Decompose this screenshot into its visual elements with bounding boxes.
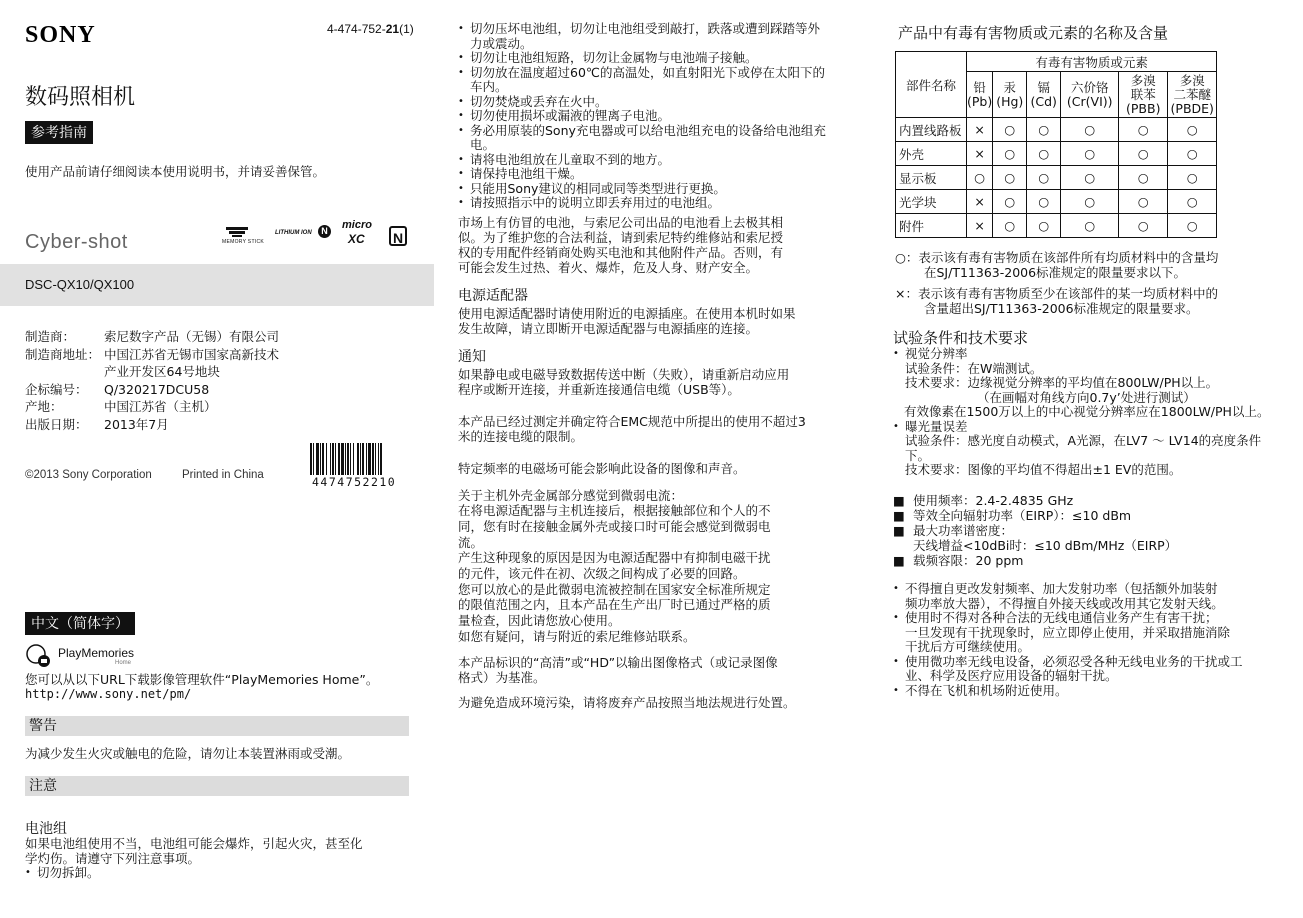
environment-text: 为避免造成环境污染，请将废弃产品按照当地法规进行处置。 [458,694,796,710]
sony-logo: SONY [25,22,96,48]
info-row: 出版日期： 2013年7月 [25,416,169,432]
spec-item: 天线增益<10dBi时：≤10 dBm/MHz（EIRP） [913,538,1178,553]
warning-heading: 警告 [25,716,409,736]
table-header-substance: 镉 (Cd) [1027,72,1061,118]
table-header-substance: 铅 (Pb) [967,72,993,118]
test-conditions-list [893,347,1269,478]
table-row: 显示板 ○ ○ ○ ○ ○ ○ [896,166,1217,190]
spec-item: ■ 载频容限：20 ppm [893,553,1024,568]
spec-item: ■ 使用频率：2.4-2.4835 GHz [893,493,1074,508]
cybershot-logo: Cyber-shot [25,231,128,253]
info-row: 制造商地址： 中国江苏省无锡市国家高新技术 [25,346,280,362]
hazard-table-title: 产品中有毒有害物质或元素的名称及含量 [898,24,1169,42]
barcode-number: 4474752210 [312,475,397,489]
frequency-text: 特定频率的电磁场可能会影响此设备的图像和声音。 [458,460,746,476]
list-item: • 只能用Sony建议的相同或同等类型进行更换。 [458,182,843,197]
memory-stick-icon [222,224,252,238]
lithium-ion-label: LITHIUM ION [275,230,312,236]
list-item: • 请保持电池组干燥。 [458,167,843,182]
warning-text: 为减少发生火灾或触电的危险，请勿让本装置淋雨或受潮。 [25,746,351,761]
playmemories-home: Home [115,660,132,666]
adapter-heading: 电源适配器 [458,287,528,304]
printed-in: Printed in China [182,469,264,481]
table-header-substance: 多溴 联苯 (PBB) [1119,72,1168,118]
list-item: • 切勿让电池组短路，切勿让金属物与电池端子接触。 [458,51,843,66]
left-column [0,0,434,918]
memory-stick-label: MEMORY STICK [222,239,265,245]
spec-item: ■ 最大功率谱密度： [893,523,1014,538]
nfc-icon: N [389,226,407,246]
list-item: • 切勿焚烧或丢弃在火中。 [458,95,843,110]
list-item: • 切勿使用损坏或漏液的锂离子电池。 [458,109,843,124]
micro-label: micro [342,219,372,231]
language-label: 中文（简体字） [25,612,135,635]
table-row: 光学块 × ○ ○ ○ ○ ○ [896,190,1217,214]
info-row: 制造商： 索尼数字产品（无锡）有限公司 [25,329,280,344]
table-note-cross: ×：表示该有毒有害物质至少在该部件的某一均质材料中的 含量超出SJ/T11363-2006标准规定的限量要求。 [895,286,1218,316]
caution-heading: 注意 [25,776,409,796]
metal-current-text: 关于主机外壳金属部分感觉到微弱电流： 在将电源适配器与主机连接后，根据接触部位和个人的不 同，您有时在接触金属外壳或接口时可能会感觉到微弱电 流。 产生这种现象的原因是因为电源适配器中有抑制电磁干扰 的元件，该元件在初、次级之间构成了必要的回路。 您可以放心的是此微弱电流被控制在国家安全标准所规定 的限值范围之内，且本产品在生产出厂时已通过严格的质 量检查，因此请您放心使用。 如您有疑问，请与附近的索尼维修站联系。 [458,487,771,644]
list-item: • 务必用原装的Sony充电器或可以给电池组充电的设备给电池组充 电。 [458,124,843,153]
list-item: • 切勿压坏电池组，切勿让电池组受到敲打，跌落或遭到踩踏等外 力或震动。 [458,22,843,51]
list-item: • 切勿拆卸。 [25,866,100,881]
table-header-group: 有毒有害物质或元素 [967,52,1217,72]
adapter-text: 使用电源适配器时请使用附近的电源插座。在使用本机时如果 发生故障，请立即断开电源适配器与电源插座的连接。 [458,305,796,336]
compatibility-logos [222,220,412,252]
hd-text: 本产品标识的“高清”或“HD”以输出图像格式（或记录图像 格式）为基准。 [458,654,778,685]
battery-text: 如果电池组使用不当，电池组可能会爆炸，引起火灾，甚至化 学灼伤。请遵守下列注意事项。 [25,836,363,866]
middle-column [458,22,843,720]
table-header-substance: 汞 (Hg) [993,72,1027,118]
info-row: 产地： 中国江苏省（主机） [25,399,217,414]
battery-heading: 电池组 [25,821,67,837]
page-title: 数码照相机 [25,85,136,110]
list-item: • 切勿放在温度超过60℃的高温处，如直射阳光下或停在太阳下的 车内。 [458,66,843,95]
notice-text: 如果静电或电磁导致数据传送中断（失败），请重新启动应用 程序或断开连接，并重新连接通信电缆（USB等）。 [458,366,790,397]
battery-precautions-list [458,22,843,211]
table-header-substance: 多溴 二苯醚 (PBDE) [1168,72,1217,118]
intro-text: 使用产品前请仔细阅读本使用说明书，并请妥善保管。 [25,164,326,179]
reference-guide-label: 参考指南 [25,121,93,144]
model-number: DSC-QX10/QX100 [25,277,135,292]
manufacturer-info [25,328,279,433]
list-item: • 请将电池组放在儿童取不到的地方。 [458,153,843,168]
playmemories-text: 您可以从以下URL下载影像管理软件“PlayMemories Home”。 http://www.sony.net/pm/ [25,672,379,701]
counterfeit-notice: 市场上有仿冒的电池，与索尼公司出品的电池看上去极其相 似。为了维护您的合法利益，请到索尼特约维修站和索尼授 权的专用配件经销商处购买电池和其他附件产品。否则，有 可能会发生过热、着火、爆炸，危及人身、财产安全。 [458,214,784,275]
playmemories-url[interactable]: http://www.sony.net/pm/ [25,687,192,701]
battery-bullets [25,866,100,881]
notice-heading: 通知 [458,348,486,365]
table-row: 外壳 × ○ ○ ○ ○ ○ [896,142,1217,166]
emc-text: 本产品已经过测定并确定符合EMC规范中所提出的使用不超过3 米的连接电缆的限制。 [458,413,806,444]
radio-specs [893,493,1177,568]
info-row: 企标编号： Q/320217DCU58 [25,381,210,397]
right-column [893,0,1283,918]
list-item: • 使用时不得对各种合法的无线电通信业务产生有害干扰； 一旦发现有干扰现象时，应立即停止使用，并采取措施消除 干扰后方可继续使用。 [893,611,1243,655]
sdxc-label: XC [348,232,365,246]
spec-item: ■ 等效全向辐射功率（EIRP）：≤10 dBm [893,508,1132,523]
table-header-substance: 六价铬 (Cr(VI)) [1061,72,1119,118]
list-item: • 不得擅自更改发射频率、加大发射功率（包括额外加装射 频功率放大器），不得擅自外接天线或改用其它发射天线。 [893,582,1243,611]
table-header-part: 部件名称 [896,52,967,118]
playmemories-icon [25,643,53,669]
playmemories-name: PlayMemories [58,646,135,660]
list-item: • 曝光量误差 试验条件：感光度自动模式，A光源，在LV7 ～ LV14的亮度条件 下。 技术要求：图像的平均值不得超出±1 EV的范围。 [893,420,1269,478]
list-item: • 不得在飞机和机场附近使用。 [893,684,1243,699]
list-item: • 请按照指示中的说明立即丢弃用过的电池组。 [458,196,843,211]
radio-rules-list [893,582,1243,698]
test-conditions-heading: 试验条件和技术要求 [893,329,1029,347]
hazard-table [895,51,1217,238]
table-row: 内置线路板 × ○ ○ ○ ○ ○ [896,118,1217,142]
document-number: 4-474-752-21(1) [327,22,414,36]
list-item: • 使用微功率无线电设备，必须忍受各种无线电业务的干扰或工 业、科学及医疗应用设备的辐射干扰。 [893,655,1243,684]
barcode [310,443,406,475]
table-row: 附件 × ○ ○ ○ ○ ○ [896,214,1217,238]
list-item: • 视觉分辨率 试验条件：在W端测试。 技术要求：边缘视觉分辨率的平均值在800LW/PH以上。 （在画幅对角线方向0.7y’处进行测试） 有效像素在1500万以上的中心视觉分辨率应在1800LW/PH以上。 [893,347,1269,420]
info-row: 产业开发区64号地块 [104,364,220,379]
lithium-ion-n-icon: N [318,225,331,238]
copyright: ©2013 Sony Corporation [25,469,152,481]
table-note-circle: ○：表示该有毒有害物质在该部件所有均质材料中的含量均 在SJ/T11363-2006标准规定的限量要求以下。 [895,250,1219,280]
